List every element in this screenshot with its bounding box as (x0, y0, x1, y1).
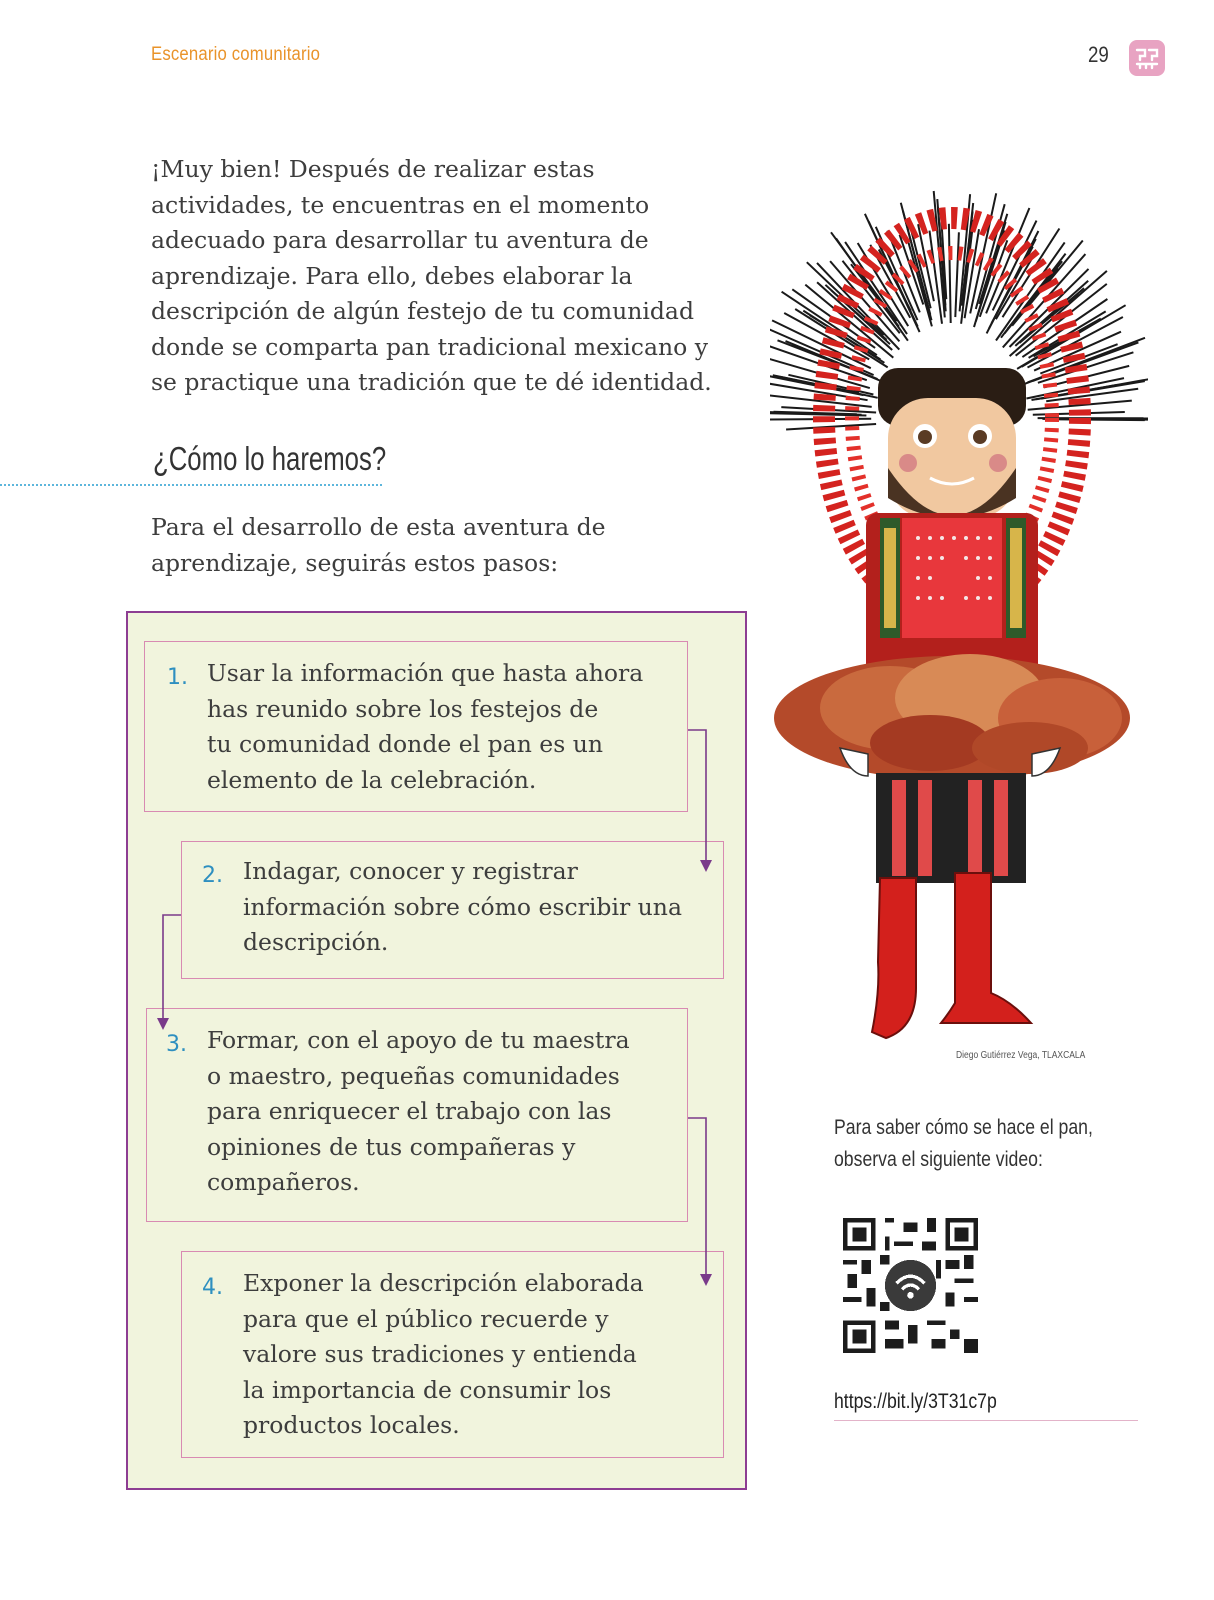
step-line: la importancia de consumir los (243, 1375, 612, 1404)
step-line: tu comunidad donde el pan es un (207, 730, 604, 758)
video-link[interactable]: https://bit.ly/3T31c7p (834, 1390, 997, 1413)
step-line: Indagar, conocer y registrar (243, 857, 578, 885)
step-line: compañeros. (207, 1168, 360, 1196)
step-line: para que el público recuerde y (243, 1304, 609, 1333)
step-number: 2. (202, 863, 223, 888)
heading-dotted-rule (0, 484, 382, 486)
step-line: has reunido sobre los festejos de (207, 694, 599, 723)
video-link-underline (834, 1420, 1138, 1421)
intro-line: descripción de algún festejo de tu comunidad (151, 297, 694, 325)
intro-line: donde se comparta pan tradicional mexicano y (151, 332, 709, 361)
step-line: elemento de la celebración. (207, 765, 537, 794)
video-prompt-line: observa el siguiente video: (834, 1148, 1043, 1171)
step-box-3 (146, 1008, 688, 1222)
page-number: 29 (1088, 42, 1109, 67)
intro-line: ¡Muy bien! Después de realizar estas (151, 155, 595, 183)
qr-code-icon[interactable] (843, 1218, 978, 1353)
step-line: valore sus tradiciones y entienda (243, 1340, 637, 1368)
step-line: descripción. (243, 928, 389, 956)
step-line: opiniones de tus compañeras y (207, 1132, 576, 1161)
step-line: Exponer la descripción elaborada (243, 1269, 644, 1297)
pre-hispanic-glyph-icon (1129, 40, 1165, 76)
step-box-2 (181, 841, 724, 979)
video-prompt (834, 1112, 1111, 1176)
feather-stroke (949, 224, 951, 323)
lead-line: aprendizaje, seguirás estos pasos: (151, 548, 559, 577)
illustration-credit: Diego Gutiérrez Vega, TLAXCALA (956, 1050, 1086, 1061)
section-heading: ¿Cómo lo haremos? (153, 440, 387, 477)
step-line: o maestro, pequeñas comunidades (207, 1061, 620, 1090)
lead-paragraph (151, 510, 711, 581)
step-number: 4. (202, 1275, 223, 1300)
lead-line: Para el desarrollo de esta aventura de (151, 513, 606, 541)
feather-stroke (955, 232, 959, 317)
intro-line: se practique una tradición que te dé identidad. (151, 368, 712, 396)
step-number: 1. (167, 665, 188, 690)
step-box-1 (144, 641, 688, 812)
step-line: productos locales. (243, 1411, 460, 1439)
section-name: Escenario comunitario (151, 44, 321, 65)
step-box-4 (181, 1251, 724, 1458)
video-prompt-line: Para saber cómo se hace el pan, (834, 1116, 1093, 1139)
intro-paragraph (151, 152, 741, 401)
step-line: Usar la información que hasta ahora (207, 659, 644, 687)
step-line: para enriquecer el trabajo con las (207, 1097, 612, 1125)
intro-line: aprendizaje. Para ello, debes elaborar la (151, 261, 633, 290)
step-line: Formar, con el apoyo de tu maestra (207, 1026, 630, 1054)
step-line: información sobre cómo escribir una (243, 892, 682, 921)
dancer-illustration (770, 118, 1148, 1078)
feather-stroke (1047, 419, 1145, 420)
intro-line: adecuado para desarrollar tu aventura de (151, 226, 649, 254)
step-number: 3. (166, 1032, 187, 1057)
intro-line: actividades, te encuentras en el momento (151, 190, 650, 219)
